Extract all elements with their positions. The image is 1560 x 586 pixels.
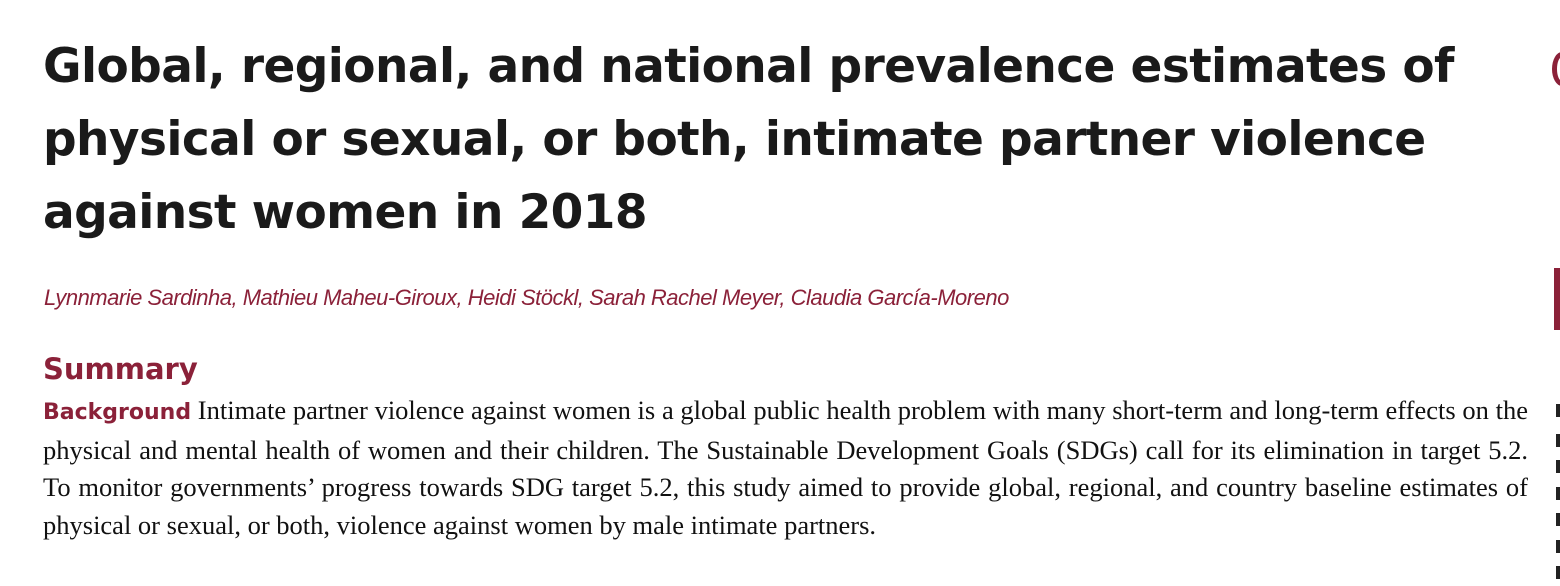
- adjacent-column-text-fragment: [1556, 513, 1560, 526]
- adjacent-column-text-fragment: [1556, 540, 1560, 553]
- background-paragraph: [43, 392, 1528, 544]
- article-title: Global, regional, and national prevalence estimates of physical or sexual, or both, intimate partner violence against women in 2018: [43, 39, 1454, 240]
- adjacent-column-text-fragment: [1556, 460, 1560, 473]
- author-list: Lynnmarie Sardinha, Mathieu Maheu-Giroux, Heidi Stöckl, Sarah Rachel Meyer, Claudia García-Moreno: [44, 285, 1009, 310]
- adjacent-column-rule: [1554, 268, 1560, 330]
- background-text: Intimate partner violence against women is a global public health problem with many short-term and long-term effects on the physical and mental health of women and their children. The Sustainable Development Goals (SDGs) call for its elimination in target 5.2. To monitor governments’ progress towards SDG target 5.2, this study aimed to provide global, regional, and country baseline estimates of physical or sexual, or both, violence against women by male intimate partners.: [43, 395, 1528, 540]
- background-label: Background: [43, 400, 192, 425]
- adjacent-column-text-fragment: [1556, 487, 1560, 500]
- adjacent-column-text-fragment: [1556, 566, 1560, 579]
- summary-heading: Summary: [43, 352, 198, 386]
- adjacent-column-fragment: [1552, 52, 1560, 86]
- adjacent-column-text-fragment: [1556, 404, 1560, 417]
- adjacent-column-text-fragment: [1556, 434, 1560, 447]
